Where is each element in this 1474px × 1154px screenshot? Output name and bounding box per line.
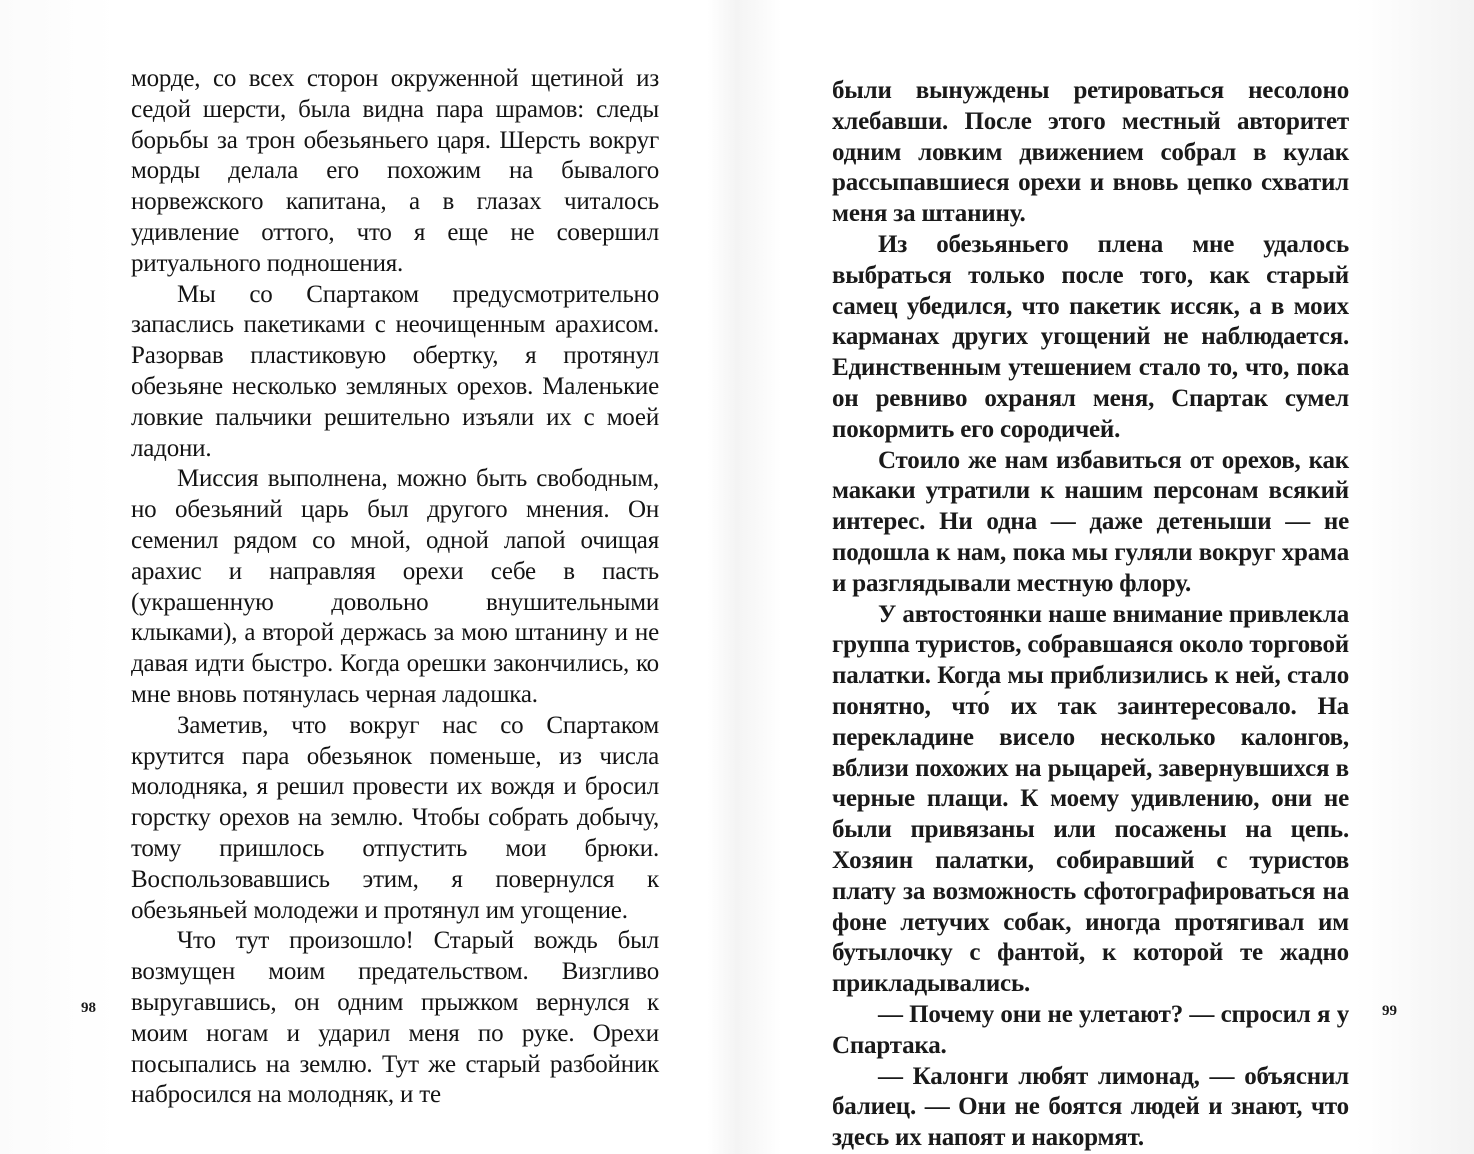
page-number: 99 <box>1382 1003 1397 1019</box>
paragraph: Что тут произошло! Старый вождь был возмущен моим предательством. Визгливо выругавшись, он одним прыжком вернулся к моим ногам и ударил меня по руке. Орехи посыпались на землю. Тут же старый разбойник набросился на молодняк, и те <box>131 927 659 1109</box>
right-page <box>737 0 1474 1154</box>
paragraph: Заметив, что вокруг нас со Спартаком крутится пара обезьянок поменьше, из числа молодняка, я решил провести их вождя и бросил горстку орехов на землю. Чтобы собрать добычу, тому пришлось отпустить мои брюки. Воспользовавшись этим, я повернулся к обезьяньей молодежи и протянул им угощение. <box>131 711 659 924</box>
left-page-text <box>131 64 659 1111</box>
paragraph: морде, со всех сторон окруженной щетиной из седой шерсти, была видна пара шрамов: следы борьбы за трон обезьяньего царя. Шерсть вокруг морды делала его похожим на бывалого норвежского капитана, а в глазах читалось удивление оттого, что я еще не совершил ритуального подношения. <box>131 65 659 277</box>
dialogue-line: — Почему они не улетают? — спросил я у Спартака. <box>832 1000 1349 1059</box>
dialogue-line: — Калонги любят лимонад, — объяснил балиец. — Они не боятся людей и знают, что здесь их напоят и накормят. <box>832 1062 1349 1152</box>
paragraph: были вынуждены ретироваться несолоно хлебавши. После этого местный авторитет одним ловким движением собрал в кулак рассыпавшиеся орехи и вновь цепко схватил меня за штанину. <box>832 77 1349 228</box>
paragraph: Из обезьяньего плена мне удалось выбраться только после того, как старый самец убедился, что пакетик иссяк, а в моих карманах других угощений не наблюдается. Единственным утешением стало то, что, пока он ревниво охранял меня, Спартак сумел покормить его сородичей. <box>832 230 1349 443</box>
page-number: 98 <box>81 1000 96 1016</box>
paragraph: У автостоянки наше внимание привлекла группа туристов, собравшаяся около торговой палатки. Когда мы приблизились к ней, стало понятно, что́ их так заинтересовало. На перекладине висело несколько калонгов, вблизи похожих на рыцарей, завернувшихся в черные плащи. К моему удивлению, они не были привязаны или посажены на цепь. Хозяин палатки, собиравший с туристов плату за возможность сфотографироваться на фоне летучих собак, иногда протягивал им бутылочку с фантой, к которой те жадно прикладывались. <box>832 600 1349 998</box>
right-page-text <box>832 76 1349 1154</box>
paragraph: Мы со Спартаком предусмотрительно запаслись пакетиками с неочищенным арахисом. Разорвав пластиковую обертку, я протянул обезьяне несколько земляных орехов. Маленькие ловкие пальчики решительно изъяли их с моей ладони. <box>131 280 659 462</box>
paragraph: Стоило же нам избавиться от орехов, как макаки утратили к нашим персонам всякий интерес. Ни одна — даже детеныши — не подошла к нам, пока мы гуляли вокруг храма и разглядывали местную флору. <box>832 446 1349 597</box>
paragraph: Миссия выполнена, можно быть свободным, но обезьяний царь был другого мнения. Он семенил рядом со мной, одной лапой очищая арахис и направляя орехи себе в пасть (украшенную довольно внушительными клыками), а второй держась за мою штанину и не давая идти быстро. Когда орешки закончились, ко мне вновь потянулась черная ладошка. <box>131 465 659 708</box>
